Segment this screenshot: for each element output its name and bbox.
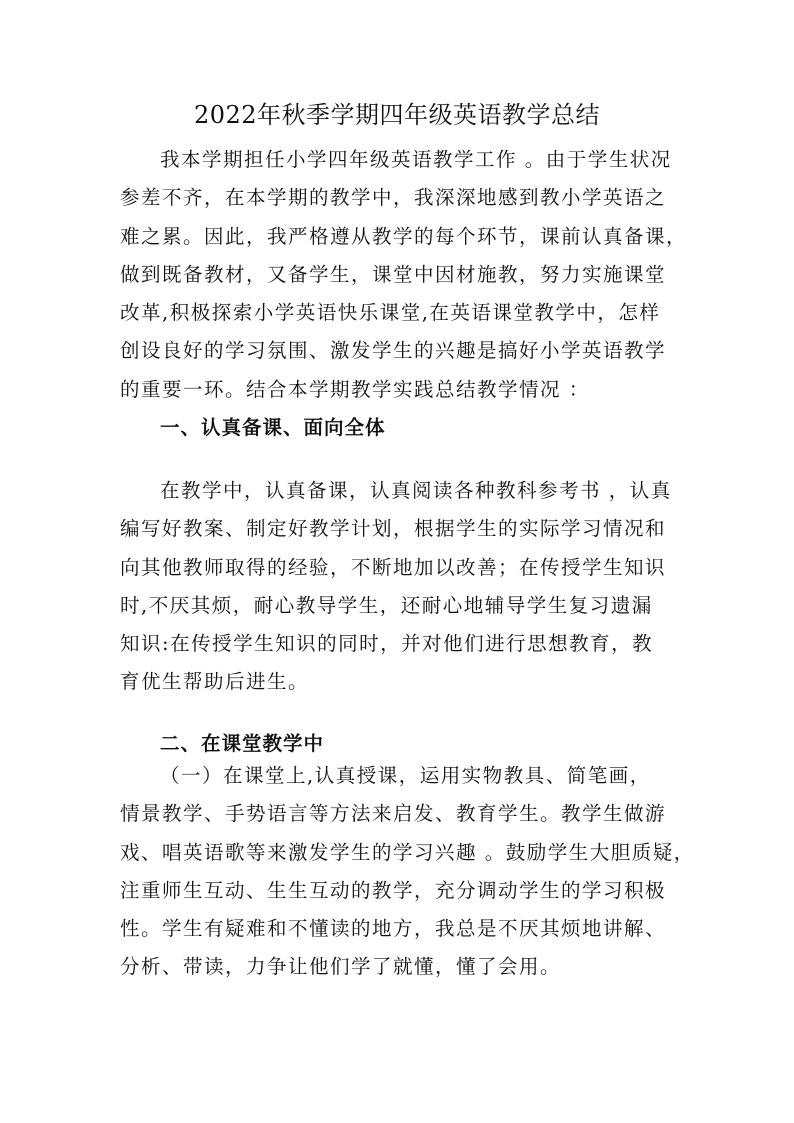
- section-heading: 一、认真备课、面向全体: [160, 416, 386, 439]
- paragraph-line: 创设良好的学习氛围、激发学生的兴趣是搞好小学英语教学: [120, 339, 667, 363]
- paragraph-line: 注重师生互动、生生互动的教学，充分调动学生的学习积极: [120, 878, 667, 902]
- paragraph-line: 育优生帮助后进生。: [120, 670, 310, 694]
- paragraph-line: 改革,积极探索小学英语快乐课堂,在英语课堂教学中，怎样: [120, 301, 661, 325]
- paragraph-line: 性。学生有疑难和不懂读的地方，我总是不厌其烦地讲解、: [120, 917, 667, 941]
- paragraph-line: （一）在课堂上,认真授课，运用实物教具、简笔画，: [160, 764, 651, 787]
- section-1-paragraph: [120, 472, 690, 702]
- paragraph-line: 向其他教师取得的经验，不断地加以改善；在传授学生知识: [120, 555, 667, 579]
- paragraph-line: 我本学期担任小学四年级英语教学工作 。由于学生状况: [160, 148, 672, 171]
- paragraph-line: 参差不齐，在本学期的教学中，我深深地感到教小学英语之: [120, 186, 667, 210]
- document-title: 2022年秋季学期四年级英语教学总结: [193, 101, 601, 129]
- paragraph-line: 的重要一环。结合本学期教学实践总结教学情况 ：: [120, 377, 590, 401]
- paragraph-line: 知识:在传授学生知识的同时，并对他们进行思想教育，教: [120, 632, 654, 656]
- section-2-paragraph: [120, 757, 695, 987]
- paragraph-line: 时,不厌其烦，耐心教导学生，还耐心地辅导学生复习遗漏: [120, 593, 653, 617]
- paragraph-line: 难之累。因此，我严格遵从教学的每个环节，课前认真备课，: [120, 224, 688, 248]
- section-1: [120, 409, 690, 447]
- paragraph-line: 情景教学、手势语言等方法来启发、教育学生。教学生做游: [120, 802, 667, 826]
- section-heading: 二、在课堂教学中: [160, 732, 325, 755]
- paragraph-line: 编写好教案、制定好教学计划，根据学生的实际学习情况和: [120, 517, 667, 541]
- paragraph-line: 分析、带读，力争让他们学了就懂，懂了会用。: [120, 955, 562, 979]
- paragraph-line: 在教学中，认真备课，认真阅读各种教科参考书 ，认真: [160, 479, 672, 502]
- paragraph-line: 戏、唱英语歌等来激发学生的学习兴趣 。鼓励学生大胆质疑，: [120, 840, 695, 864]
- intro-paragraph: [120, 141, 690, 409]
- paragraph-line: 做到既备教材，又备学生，课堂中因材施教，努力实施课堂: [120, 262, 667, 286]
